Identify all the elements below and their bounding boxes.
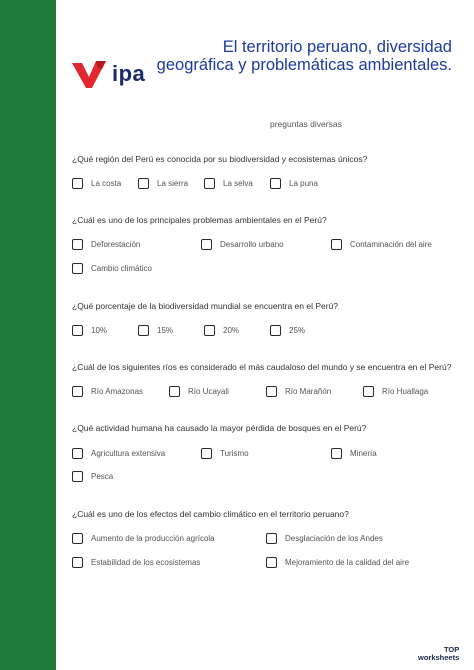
checkbox[interactable]	[72, 557, 83, 568]
checkbox[interactable]	[270, 325, 281, 336]
page-subtitle: preguntas diversas	[270, 119, 342, 129]
checkbox[interactable]	[72, 533, 83, 544]
question-3: ¿Qué porcentaje de la biodiversidad mundial se encuentra en el Perú?	[72, 301, 339, 311]
option-label: La selva	[223, 179, 253, 188]
option-label: Desarrollo urbano	[220, 240, 284, 249]
q2-option-3[interactable]	[331, 239, 432, 250]
ipa-logo	[72, 58, 145, 90]
option-label: Río Amazonas	[91, 387, 144, 396]
ipa-logo-icon	[72, 59, 110, 89]
option-label: Aumento de la producción agrícola	[91, 534, 215, 543]
option-label: Desglaciación de los Andes	[285, 534, 383, 543]
q6-option-1[interactable]	[72, 533, 215, 544]
checkbox[interactable]	[363, 386, 374, 397]
checkbox[interactable]	[331, 239, 342, 250]
q3-option-4[interactable]	[270, 325, 305, 336]
q1-option-4[interactable]	[270, 178, 318, 189]
q5-option-3[interactable]	[331, 448, 377, 459]
option-label: Contaminación del aire	[350, 240, 432, 249]
q2-option-2[interactable]	[201, 239, 284, 250]
q4-option-2[interactable]	[169, 386, 229, 397]
checkbox[interactable]	[138, 178, 149, 189]
checkbox[interactable]	[266, 386, 277, 397]
option-label: Cambio climático	[91, 264, 152, 273]
checkbox[interactable]	[204, 325, 215, 336]
question-2: ¿Cuál es uno de los principales problemas ambientales en el Perú?	[72, 215, 327, 225]
q4-option-4[interactable]	[363, 386, 428, 397]
question-6: ¿Cuál es uno de los efectos del cambio climático en el territorio peruano?	[72, 509, 349, 519]
option-label: Río Huallaga	[382, 387, 429, 396]
question-5: ¿Qué actividad humana ha causado la mayor pérdida de bosques en el Perú?	[72, 423, 367, 433]
title-line-2: geográfica y problemáticas ambientales.	[156, 56, 452, 74]
checkbox[interactable]	[169, 386, 180, 397]
footer-brand-line-1: TOP	[443, 645, 460, 654]
option-label: La puna	[289, 179, 318, 188]
q1-option-2[interactable]	[138, 178, 188, 189]
question-1: ¿Qué región del Perú es conocida por su biodiversidad y ecosistemas únicos?	[72, 154, 368, 164]
option-label: 15%	[157, 326, 174, 335]
option-label: La sierra	[157, 179, 189, 188]
q4-option-3[interactable]	[266, 386, 331, 397]
checkbox[interactable]	[72, 325, 83, 336]
topworksheets-logo	[418, 646, 459, 662]
logo-text: ipa	[112, 61, 146, 86]
question-4: ¿Cuál de los siguientes ríos es considerado el más caudaloso del mundo y se encuentra en el Perú?	[72, 362, 452, 372]
option-label: Río Ucayali	[188, 387, 229, 396]
q1-option-1[interactable]	[72, 178, 121, 189]
q3-option-3[interactable]	[204, 325, 239, 336]
q3-option-2[interactable]	[138, 325, 173, 336]
q3-option-1[interactable]	[72, 325, 107, 336]
option-label: 20%	[223, 326, 240, 335]
checkbox[interactable]	[72, 239, 83, 250]
option-label: Mejoramiento de la calidad del aire	[285, 558, 410, 567]
checkbox[interactable]	[72, 386, 83, 397]
checkbox[interactable]	[72, 471, 83, 482]
option-label: 25%	[289, 326, 306, 335]
q5-option-4[interactable]	[72, 471, 113, 482]
q2-option-1[interactable]	[72, 239, 140, 250]
checkbox[interactable]	[266, 533, 277, 544]
q4-option-1[interactable]	[72, 386, 143, 397]
option-label: Minería	[350, 449, 377, 458]
checkbox[interactable]	[331, 448, 342, 459]
page-title	[150, 38, 452, 74]
checkbox[interactable]	[201, 239, 212, 250]
option-label: Agricultura extensiva	[91, 449, 166, 458]
side-accent-bar	[0, 0, 56, 670]
q6-option-2[interactable]	[266, 533, 383, 544]
footer-brand-line-2: worksheets	[418, 653, 460, 662]
q6-option-3[interactable]	[72, 557, 200, 568]
option-label: Pesca	[91, 472, 114, 481]
option-label: 10%	[91, 326, 108, 335]
option-label: La costa	[91, 179, 122, 188]
title-line-1: El territorio peruano, diversidad	[222, 38, 452, 56]
q1-option-3[interactable]	[204, 178, 253, 189]
option-label: Deforestación	[91, 240, 141, 249]
checkbox[interactable]	[270, 178, 281, 189]
option-label: Turismo	[220, 449, 249, 458]
checkbox[interactable]	[204, 178, 215, 189]
q5-option-2[interactable]	[201, 448, 249, 459]
checkbox[interactable]	[201, 448, 212, 459]
q5-option-1[interactable]	[72, 448, 165, 459]
checkbox[interactable]	[72, 263, 83, 274]
option-label: Estabilidad de los ecosistemas	[91, 558, 201, 567]
q2-option-4[interactable]	[72, 263, 152, 274]
checkbox[interactable]	[138, 325, 149, 336]
checkbox[interactable]	[72, 448, 83, 459]
checkbox[interactable]	[266, 557, 277, 568]
q6-option-4[interactable]	[266, 557, 409, 568]
checkbox[interactable]	[72, 178, 83, 189]
option-label: Río Marañón	[285, 387, 332, 396]
